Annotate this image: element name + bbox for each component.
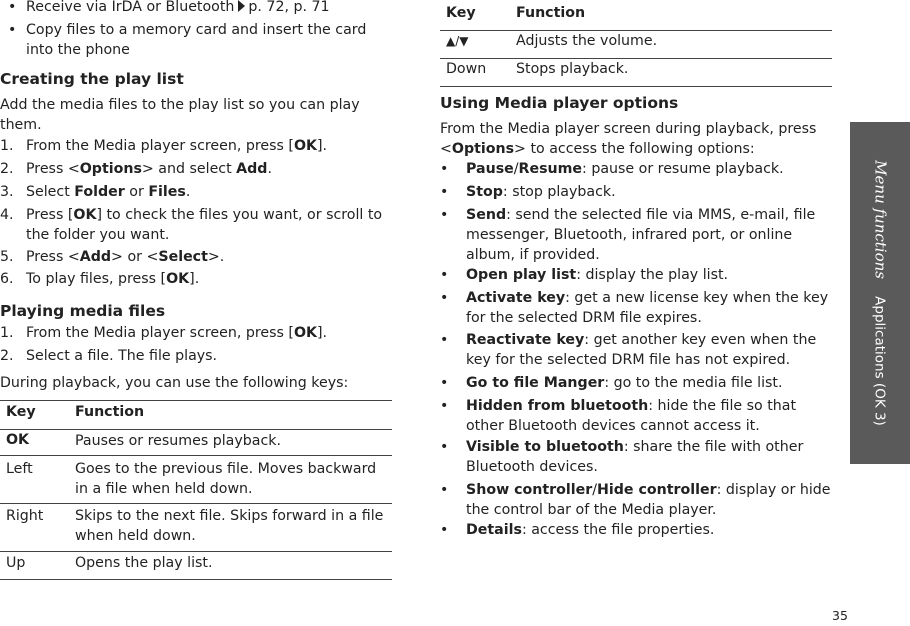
table-cell-key: ▲/▼ (446, 34, 469, 48)
table-rule (440, 86, 832, 87)
table-cell: Adjusts the volume. (516, 33, 658, 49)
table-rule (0, 455, 392, 456)
bullet: • (440, 522, 449, 538)
table-rule (0, 429, 392, 430)
bullet: • (440, 207, 449, 223)
table-rule (0, 551, 392, 552)
table-header: Key (6, 404, 36, 420)
bullet: • (440, 439, 449, 455)
section-heading: Playing media files (0, 302, 166, 320)
table-header: Function (75, 404, 145, 420)
table-cell-key: OK (6, 432, 30, 448)
arrow-right-icon (238, 0, 245, 12)
table-rule (0, 503, 392, 504)
table-cell: Stops playback. (516, 61, 629, 77)
table-rule (440, 58, 832, 59)
bullet: • (8, 0, 17, 15)
table-header: Key (446, 5, 476, 21)
table-cell: Pauses or resumes playback. (75, 433, 281, 449)
bullet: • (440, 290, 449, 306)
bullet: • (440, 375, 449, 391)
table-cell: Opens the play list. (75, 555, 213, 571)
bullet: • (8, 22, 17, 38)
paragraph: Add the media files to the play list so you can play them. (0, 97, 360, 133)
section-heading: Using Media player options (440, 94, 679, 112)
table-cell-key: Up (6, 555, 26, 571)
bullet: • (440, 332, 449, 348)
table-cell-key: Left (6, 461, 33, 477)
table-cell: Goes to the previous file. Moves backward in a file when held down. (75, 461, 377, 497)
section-tab-label: Menu functions Applications (OK 3) (871, 160, 890, 426)
bullet: • (440, 398, 449, 414)
table-rule (0, 400, 392, 401)
bullet: • (440, 161, 449, 177)
paragraph: During playback, you can use the following keys: (0, 375, 349, 391)
table-header: Function (516, 5, 586, 21)
table-cell: Skips to the next file. Skips forward in a file when held down. (75, 508, 384, 544)
table-cell-key: Right (6, 508, 44, 524)
paragraph: From the Media player screen during playback, press <Options> to access the following options: (440, 121, 817, 157)
bullet: • (440, 267, 449, 283)
bullet: • (440, 184, 449, 200)
table-rule (0, 579, 392, 580)
table-cell-key: Down (446, 61, 487, 77)
bullet: • (440, 482, 449, 498)
section-heading: Creating the play list (0, 70, 184, 88)
page-number: 35 (832, 608, 848, 623)
